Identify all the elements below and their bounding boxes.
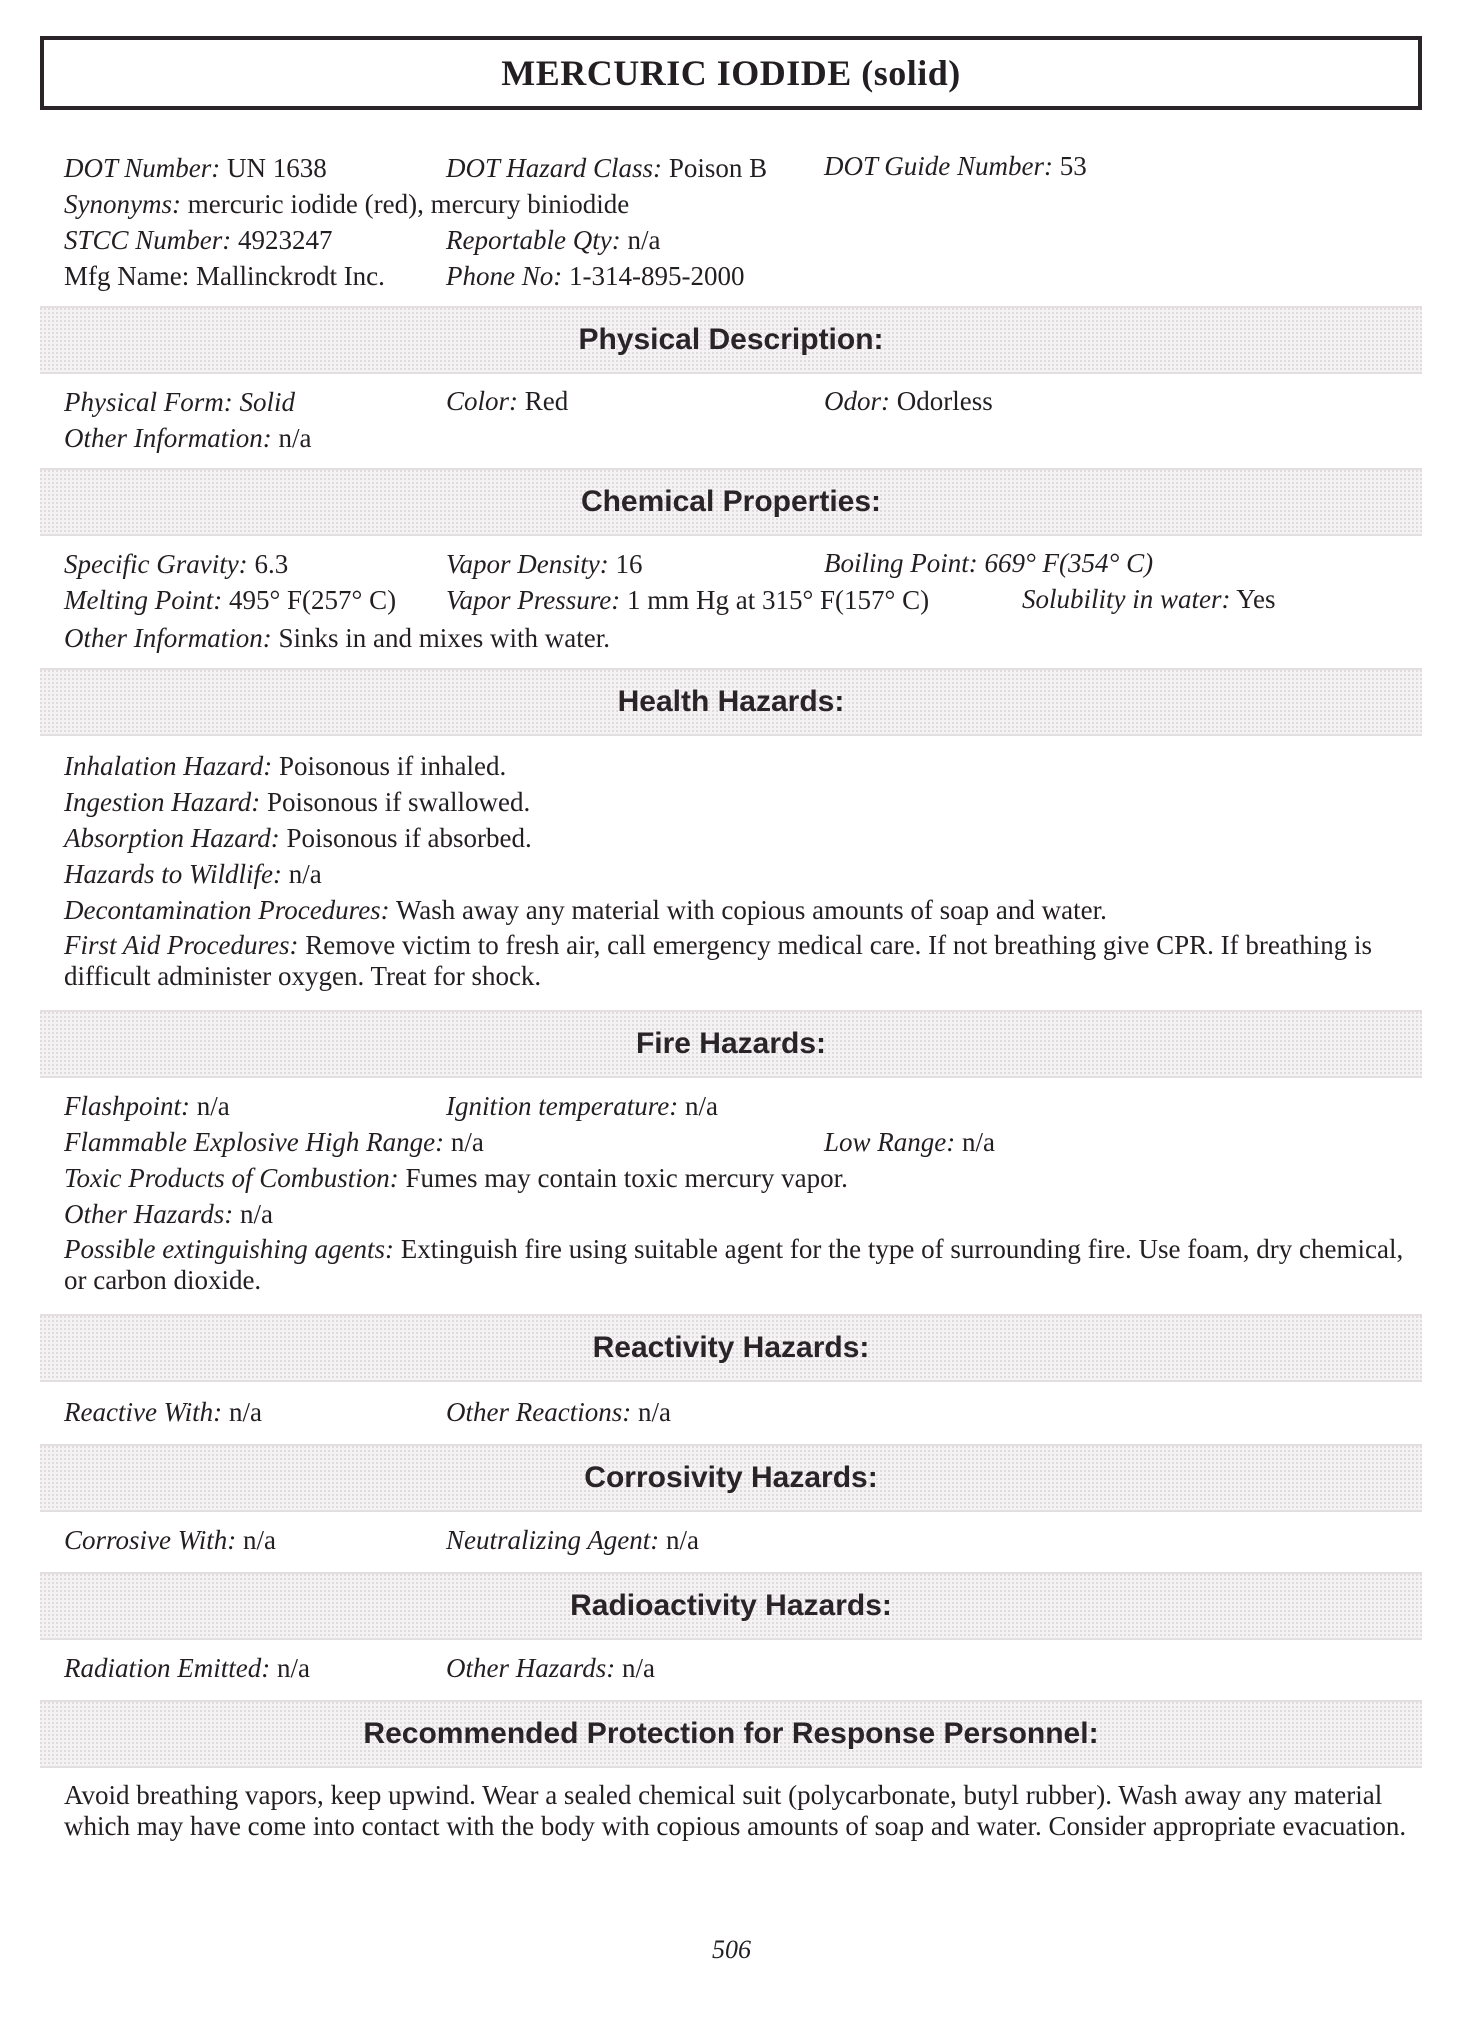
reactive-with-label: Reactive With: (64, 1397, 223, 1427)
low-range-field (824, 1124, 995, 1160)
flashpoint-label: Flashpoint: (64, 1091, 190, 1121)
color-field (446, 383, 568, 419)
physical-other-field (64, 420, 311, 456)
neutralizing-agent-value: n/a (666, 1525, 699, 1555)
phone-label: Phone No: (446, 261, 563, 291)
radio-other-hazards-value: n/a (622, 1653, 656, 1683)
synonyms-label: Synonyms: (64, 189, 181, 219)
extinguishing-field (64, 1234, 1414, 1296)
extinguishing-label: Possible extinguishing agents: (64, 1234, 394, 1264)
synonyms-value: mercuric iodide (red), mercury biniodide (187, 189, 630, 219)
corrosivity-hazards-band (40, 1444, 1422, 1512)
specific-gravity-field (64, 546, 288, 582)
other-reactions-label: Other Reactions: (446, 1397, 632, 1427)
dot-hazard-class-label: DOT Hazard Class: (446, 153, 663, 183)
high-range-field (64, 1124, 484, 1160)
first-aid-label: First Aid Procedures: (64, 930, 299, 960)
decontamination-value: Wash away any material with copious amounts of soap and water. (395, 895, 1107, 925)
low-range-value: n/a (962, 1127, 995, 1157)
ignition-field (446, 1088, 718, 1124)
fire-other-hazards-label: Other Hazards: (64, 1199, 234, 1229)
melting-point-value: 495° F(257° C) (228, 585, 397, 615)
toxic-products-field (64, 1160, 848, 1196)
chemical-properties-heading: Chemical Properties: (580, 485, 882, 518)
title-box (40, 36, 1422, 110)
first-aid-field (64, 930, 1414, 992)
reportable-qty-label: Reportable Qty: (446, 225, 621, 255)
flashpoint-field (64, 1088, 230, 1124)
high-range-value: n/a (450, 1127, 484, 1157)
radio-other-hazards-label: Other Hazards: (446, 1653, 616, 1683)
toxic-products-value: Fumes may contain toxic mercury vapor. (405, 1163, 848, 1193)
stcc-number-label: STCC Number: (64, 225, 232, 255)
reactive-with-value: n/a (228, 1397, 262, 1427)
mfg-name-field (64, 258, 385, 294)
fire-other-hazards-field (64, 1196, 273, 1232)
neutralizing-agent-field (446, 1522, 699, 1558)
absorption-value: Poisonous if absorbed. (286, 823, 532, 853)
vapor-density-field (446, 546, 642, 582)
dot-guide-number-label: DOT Guide Number: (824, 151, 1053, 181)
odor-value: Odorless (896, 386, 993, 416)
dot-hazard-class-value: Poison B (668, 153, 768, 183)
dot-number-field (64, 150, 327, 186)
solubility-value: Yes (1236, 584, 1276, 614)
ignition-label: Ignition temperature: (446, 1091, 679, 1121)
wildlife-field (64, 856, 322, 892)
physical-form-field (64, 384, 295, 420)
reportable-qty-field (446, 222, 660, 258)
mfg-name-value: Mallinckrodt Inc. (195, 261, 385, 291)
chemical-properties-band (40, 468, 1422, 536)
specific-gravity-value: 6.3 (254, 549, 289, 579)
boiling-point-label: Boiling Point: 669° F(354° C) (824, 548, 1154, 578)
fire-hazards-band (40, 1010, 1422, 1078)
ignition-value: n/a (684, 1091, 718, 1121)
wildlife-label: Hazards to Wildlife: (64, 859, 283, 889)
ingestion-field (64, 784, 530, 820)
stcc-number-value: 4923247 (238, 225, 333, 255)
reactivity-hazards-heading: Reactivity Hazards: (592, 1331, 870, 1364)
dot-guide-number-value: 53 (1059, 151, 1087, 181)
other-reactions-value: n/a (637, 1397, 671, 1427)
chemical-other-value: Sinks in and mixes with water. (278, 623, 610, 653)
melting-point-label: Melting Point: (64, 585, 223, 615)
chemical-other-field (64, 620, 610, 656)
inhalation-field (64, 748, 506, 784)
vapor-pressure-field (446, 582, 929, 618)
fire-other-hazards-value: n/a (240, 1199, 274, 1229)
ingestion-value: Poisonous if swallowed. (267, 787, 531, 817)
health-hazards-heading: Health Hazards: (617, 685, 845, 718)
physical-description-heading: Physical Description: (578, 323, 884, 356)
boiling-point-field (824, 545, 1153, 581)
protection-heading: Recommended Protection for Response Personnel: (363, 1717, 1099, 1750)
physical-other-label: Other Information: (64, 423, 272, 453)
solubility-field (1022, 581, 1276, 617)
odor-label: Odor: (824, 386, 890, 416)
protection-text: Avoid breathing vapors, keep upwind. Wear a sealed chemical suit (polycarbonate, butyl rubber). Wash away any material which may have come into contact with the body with copious amounts of soap and water. Consider appropriate evacuation. (64, 1780, 1407, 1841)
physical-other-value: n/a (278, 423, 312, 453)
absorption-label: Absorption Hazard: (64, 823, 280, 853)
inhalation-label: Inhalation Hazard: (64, 751, 273, 781)
dot-hazard-class-field (446, 150, 767, 186)
corrosive-with-label: Corrosive With: (64, 1525, 237, 1555)
radio-other-hazards-field (446, 1650, 655, 1686)
vapor-density-value: 16 (615, 549, 643, 579)
page-number: 506 (712, 1935, 751, 1964)
reportable-qty-value: n/a (627, 225, 661, 255)
low-range-label: Low Range: (824, 1127, 956, 1157)
physical-description-band (40, 306, 1422, 374)
specific-gravity-label: Specific Gravity: (64, 549, 248, 579)
wildlife-value: n/a (288, 859, 322, 889)
dot-number-value: UN 1638 (227, 153, 327, 183)
other-reactions-field (446, 1394, 671, 1430)
phone-field (446, 258, 744, 294)
corrosivity-hazards-heading: Corrosivity Hazards: (584, 1461, 878, 1494)
fire-hazards-heading: Fire Hazards: (635, 1027, 827, 1060)
radiation-emitted-value: n/a (276, 1653, 310, 1683)
inhalation-value: Poisonous if inhaled. (279, 751, 507, 781)
absorption-field (64, 820, 532, 856)
vapor-pressure-label: Vapor Pressure: (446, 585, 621, 615)
decontamination-field (64, 892, 1107, 928)
page-title: MERCURIC IODIDE (solid) (501, 53, 961, 93)
reactive-with-field (64, 1394, 262, 1430)
dot-guide-number-field (824, 148, 1087, 184)
phone-value: 1-314-895-2000 (568, 261, 745, 291)
high-range-label: Flammable Explosive High Range: (64, 1127, 445, 1157)
vapor-density-label: Vapor Density: (446, 549, 609, 579)
first-aid-value: Remove victim to fresh air, call emergency medical care. If not breathing give CPR. If breathing is difficult administer oxygen. Treat for shock. (64, 930, 1373, 991)
radioactivity-hazards-heading: Radioactivity Hazards: (570, 1589, 892, 1622)
corrosive-with-field (64, 1522, 276, 1558)
radiation-emitted-field (64, 1650, 310, 1686)
chemical-other-label: Other Information: (64, 623, 272, 653)
melting-point-field (64, 582, 396, 618)
corrosive-with-value: n/a (243, 1525, 276, 1555)
ingestion-label: Ingestion Hazard: (64, 787, 261, 817)
mfg-name-label: Mfg Name: (64, 261, 190, 291)
neutralizing-agent-label: Neutralizing Agent: (446, 1525, 660, 1555)
stcc-number-field (64, 222, 333, 258)
synonyms-field (64, 186, 629, 222)
radioactivity-hazards-band (40, 1572, 1422, 1640)
reactivity-hazards-band (40, 1314, 1422, 1382)
health-hazards-band (40, 668, 1422, 736)
protection-band (40, 1700, 1422, 1768)
color-value: Red (524, 386, 569, 416)
vapor-pressure-value: 1 mm Hg at 315° F(157° C) (626, 585, 930, 615)
color-label: Color: (446, 386, 519, 416)
odor-field (824, 383, 993, 419)
extinguishing-value: Extinguish fire using suitable agent for the type of surrounding fire. Use foam, dry chemical, or carbon dioxide. (64, 1234, 1404, 1295)
radiation-emitted-label: Radiation Emitted: (64, 1653, 271, 1683)
solubility-label: Solubility in water: (1022, 584, 1231, 614)
toxic-products-label: Toxic Products of Combustion: (64, 1163, 399, 1193)
decontamination-label: Decontamination Procedures: (64, 895, 390, 925)
physical-form-label: Physical Form: Solid (64, 387, 295, 417)
flashpoint-value: n/a (196, 1091, 230, 1121)
dot-number-label: DOT Number: (64, 153, 221, 183)
